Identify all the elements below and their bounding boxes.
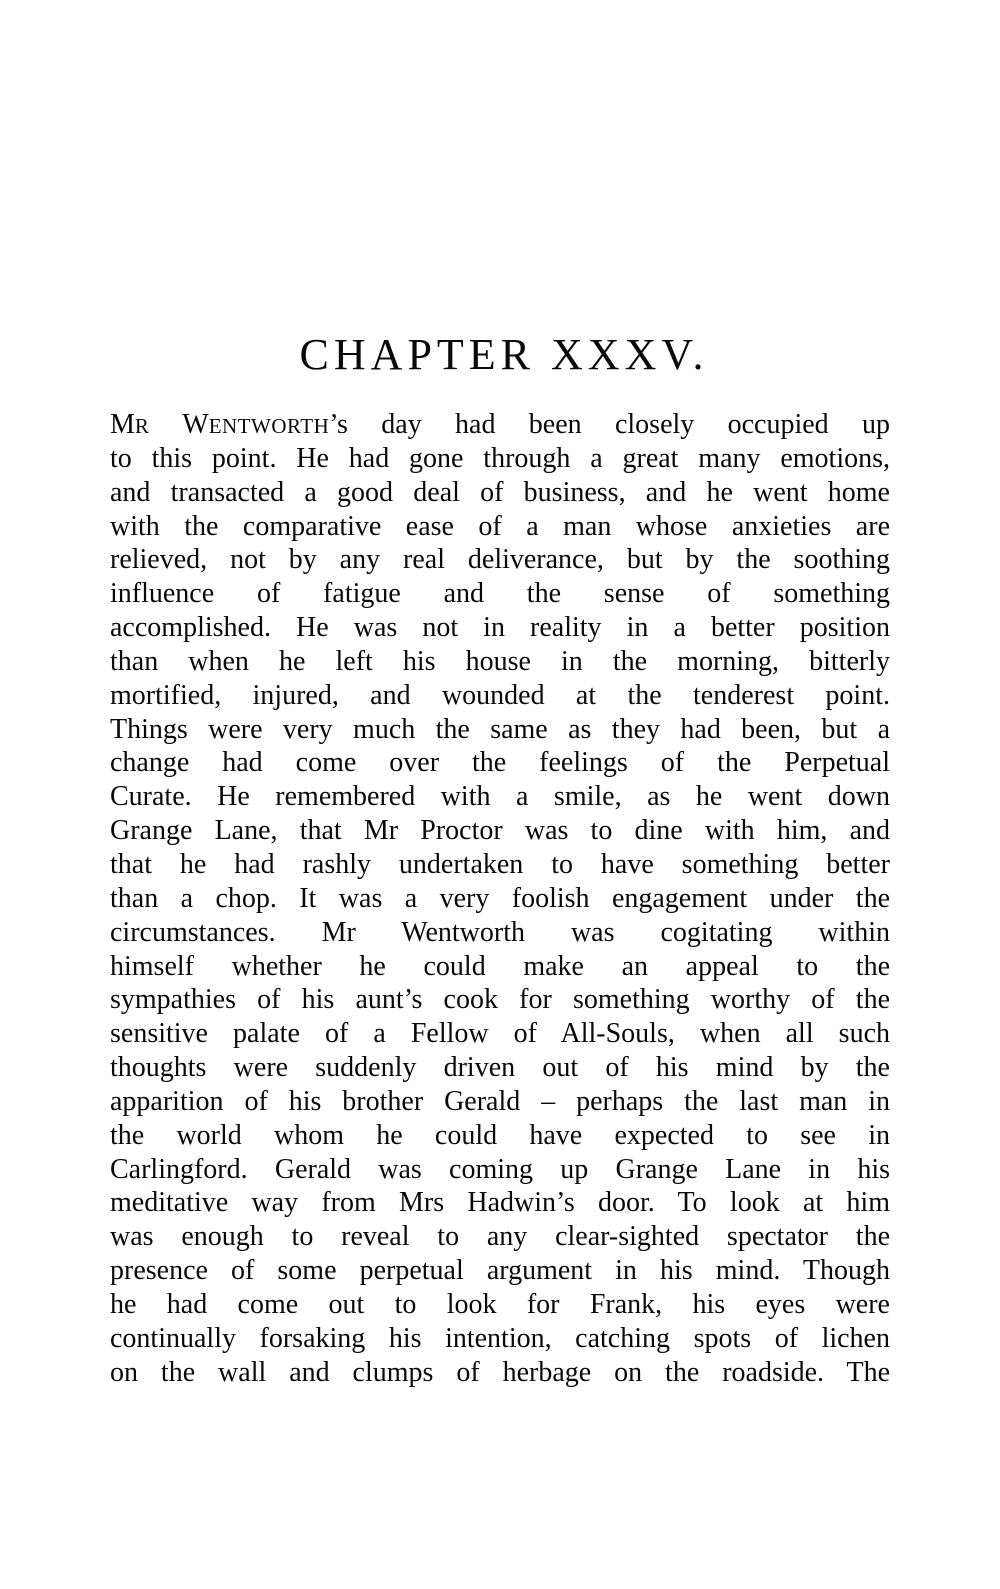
text-line: mortified, injured, and wounded at the tenderest point. bbox=[110, 679, 890, 711]
text-line: himself whether he could make an appeal to the bbox=[110, 950, 890, 982]
text-line: he had come out to look for Frank, his eyes were bbox=[110, 1288, 890, 1320]
text-line: Grange Lane, that Mr Proctor was to dine with him, and bbox=[110, 815, 890, 847]
text-line: relieved, not by any real deliverance, but by the soothing bbox=[110, 544, 890, 576]
text-line: the world whom he could have expected to see in bbox=[110, 1119, 890, 1151]
text-line: sympathies of his aunt’s cook for something worthy of the bbox=[110, 984, 890, 1016]
text-line: on the wall and clumps of herbage on the roadside. The bbox=[110, 1356, 890, 1388]
opening-name: MR WENTWORTH’s bbox=[110, 409, 348, 440]
text-line: that he had rashly undertaken to have something better bbox=[110, 848, 890, 880]
text-line: to this point. He had gone through a great many emotions, bbox=[110, 442, 890, 474]
text-line: meditative way from Mrs Hadwin’s door. To look at him bbox=[110, 1187, 890, 1219]
text-line: sensitive palate of a Fellow of All-Souls, when all such bbox=[110, 1018, 890, 1050]
text-line: influence of fatigue and the sense of something bbox=[110, 578, 890, 610]
text-line-1: MR WENTWORTH’s day had been closely occupied up bbox=[110, 409, 890, 440]
text-line: Carlingford. Gerald was coming up Grange Lane in his bbox=[110, 1153, 890, 1185]
text-line: Things were very much the same as they had been, but a bbox=[110, 713, 890, 745]
text-line: continually forsaking his intention, catching spots of lichen bbox=[110, 1322, 890, 1354]
text-line: Curate. He remembered with a smile, as he went down bbox=[110, 781, 890, 813]
text-line: and transacted a good deal of business, and he went home bbox=[110, 476, 890, 508]
chapter-body bbox=[110, 408, 890, 1389]
text-line: was enough to reveal to any clear-sighted spectator the bbox=[110, 1221, 890, 1253]
text-line: than when he left his house in the morning, bitterly bbox=[110, 645, 890, 677]
text-line: circumstances. Mr Wentworth was cogitating within bbox=[110, 916, 890, 948]
text-line: accomplished. He was not in reality in a better position bbox=[110, 612, 890, 644]
text-line: apparition of his brother Gerald – perhaps the last man in bbox=[110, 1085, 890, 1117]
chapter-title: CHAPTER XXXV. bbox=[299, 330, 709, 379]
text-line: thoughts were suddenly driven out of his mind by the bbox=[110, 1052, 890, 1084]
text-line: change had come over the feelings of the Perpetual bbox=[110, 747, 890, 779]
text-line: than a chop. It was a very foolish engagement under the bbox=[110, 882, 890, 914]
text-line: presence of some perpetual argument in his mind. Though bbox=[110, 1255, 890, 1287]
text-line: with the comparative ease of a man whose anxieties are bbox=[110, 510, 890, 542]
